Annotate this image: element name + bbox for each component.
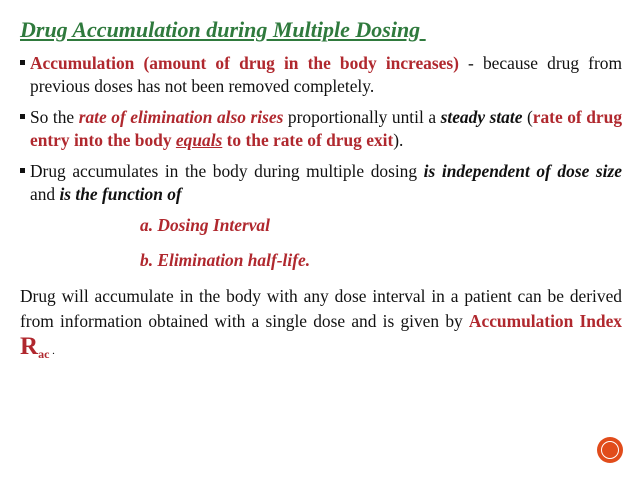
- entry-rate-phrase: rate of drug entry into the body: [30, 107, 623, 150]
- circle-nav-icon[interactable]: [597, 437, 623, 463]
- circle-nav-ring: [601, 441, 619, 459]
- accumulation-reason: - because drug from previous doses has not been removed completely.: [30, 53, 622, 96]
- elimination-rate-phrase: rate of elimination also rises: [78, 107, 284, 127]
- sub-item-elimination-half-life: b. Elimination half-life.: [140, 250, 311, 270]
- paragraph-end: .: [49, 345, 55, 357]
- text-span: Drug accumulates in the body during multiple dosing: [30, 161, 424, 181]
- bullet-steady-state: [20, 106, 622, 152]
- bullet-marker: [20, 168, 25, 173]
- slide-title: Drug Accumulation during Multiple Dosing: [20, 17, 426, 42]
- text-span: (: [522, 107, 533, 127]
- rac-subscript: ac: [38, 347, 50, 361]
- function-phrase: is the function of: [59, 184, 182, 204]
- bullet-accumulation: [20, 52, 622, 98]
- bullet-marker: [20, 60, 25, 65]
- text-span: and: [30, 184, 60, 204]
- accumulation-index-label: Accumulation Index: [468, 311, 623, 331]
- independent-phrase: is independent of dose size: [423, 161, 622, 181]
- sub-item-dosing-interval: a. Dosing Interval: [140, 215, 270, 235]
- equals-term: equals: [175, 130, 223, 150]
- bullet-dose-independence: [20, 160, 622, 206]
- bullet-marker: [20, 114, 25, 119]
- exit-rate-phrase: to the rate of drug exit: [222, 130, 394, 150]
- paragraph-text: Drug will accumulate in the body with any dose interval in a patient can be derived from information obtained with a single dose and is given by: [20, 286, 622, 331]
- text-span: So the: [30, 107, 79, 127]
- steady-state-term: steady state: [440, 107, 523, 127]
- accumulation-paragraph: [20, 284, 622, 367]
- slide-content: [20, 52, 622, 367]
- rac-symbol: R: [20, 333, 39, 360]
- text-span: proportionally until a: [283, 107, 441, 127]
- accumulation-definition: Accumulation (amount of drug in the body increases): [30, 53, 459, 73]
- text-span: ).: [393, 130, 404, 150]
